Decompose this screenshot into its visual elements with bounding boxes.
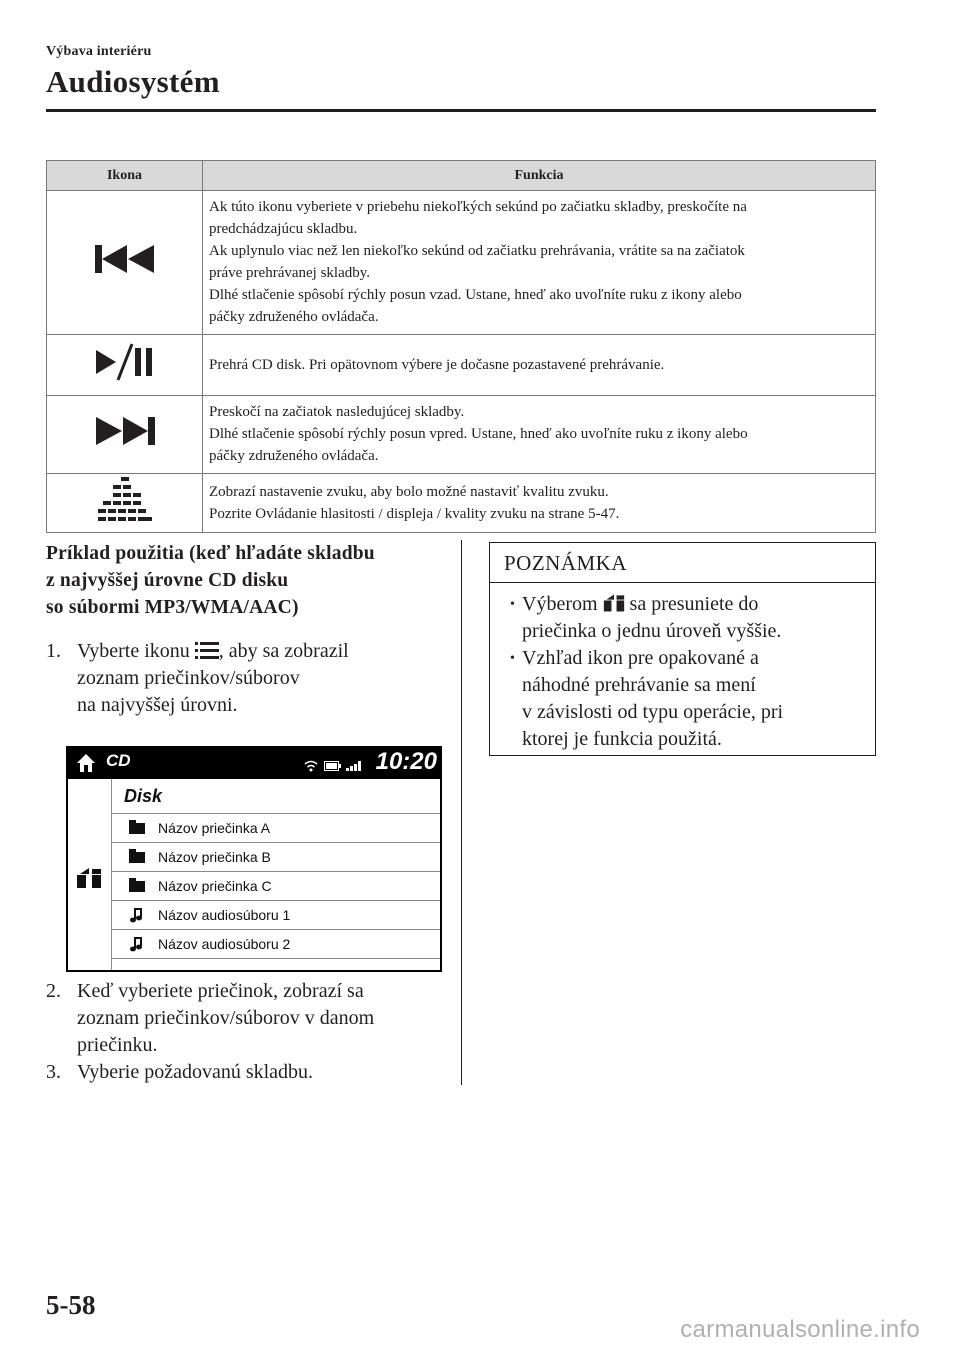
title-divider <box>46 109 876 112</box>
step-text: zoznam priečinkov/súborov <box>77 667 300 689</box>
function-text-line: Prehrá CD disk. Pri opätovnom výbere je dočasne pozastavené prehrávanie. <box>209 356 665 373</box>
list-item[interactable] <box>112 872 440 901</box>
step-2 <box>46 978 446 1062</box>
step-text: Vyberie požadovanú skladbu. <box>77 1061 314 1083</box>
function-text-line: Dlhé stlačenie spôsobí rýchly posun vzad. Ustane, hneď ako uvoľníte ruku z ikony alebo <box>209 287 742 303</box>
screen-body <box>68 779 440 970</box>
step-text: Vyberte ikonu <box>77 640 190 662</box>
function-text-line: práve prehrávanej skladby. <box>209 265 371 281</box>
step-text: na najvyššej úrovni. <box>77 694 238 716</box>
function-text-line: Dlhé stlačenie spôsobí rýchly posun vpred. Ustane, hneď ako uvoľníte ruku z ikony alebo <box>209 426 748 442</box>
step-number: 3. <box>46 1061 61 1083</box>
note-item <box>510 591 860 647</box>
wifi-icon <box>304 760 318 772</box>
note-item <box>510 645 860 755</box>
note-text: ktorej je funkcia použitá. <box>522 728 722 750</box>
step-text: , aby sa zobrazil <box>218 640 349 662</box>
function-text-line: páčky združeného ovládača. <box>209 448 379 464</box>
function-text-line: Preskočí na začiatok nasledujúcej skladby. <box>209 404 465 420</box>
folder-up-icon <box>603 593 625 613</box>
note-text: náhodné prehrávanie sa mení <box>522 674 756 696</box>
note-text: Výberom <box>522 593 598 615</box>
column-divider <box>461 540 462 1085</box>
table-row <box>47 474 876 533</box>
battery-icon <box>324 761 342 771</box>
music-note-icon <box>129 907 145 923</box>
note-text: priečinka o jednu úroveň vyššie. <box>522 620 782 642</box>
step-text: priečinku. <box>77 1034 158 1056</box>
page-title: Audiosystém <box>46 64 220 99</box>
step-number: 1. <box>46 640 61 662</box>
note-title: POZNÁMKA <box>504 551 628 575</box>
note-box <box>489 542 876 756</box>
example-heading <box>46 540 446 621</box>
function-text-line: predchádzajúcu skladbu. <box>209 221 358 237</box>
example-heading-line: Príklad použitia (keď hľadáte skladbu <box>46 543 375 564</box>
list-item-label: Názov priečinka A <box>158 820 271 836</box>
home-icon <box>76 753 96 773</box>
sound-settings-icon <box>97 475 153 525</box>
skip-back-icon <box>94 244 156 274</box>
step-1 <box>46 638 446 722</box>
music-note-icon <box>129 936 145 952</box>
folder-icon <box>129 849 145 863</box>
step-number: 2. <box>46 980 61 1002</box>
page-number: 5-58 <box>46 1290 96 1320</box>
section-label: Výbava interiéru <box>46 44 152 59</box>
icon-function-table <box>46 160 876 533</box>
note-text: sa presuniete do <box>629 593 759 615</box>
function-text-line: páčky združeného ovládača. <box>209 309 379 325</box>
list-item[interactable] <box>112 930 440 959</box>
signal-icon <box>346 759 364 771</box>
table-header-row <box>47 161 876 191</box>
folder-icon <box>129 878 145 892</box>
table-row <box>47 191 876 335</box>
function-text-line: Ak túto ikonu vyberiete v priebehu niekoľkých sekúnd po začiatku skladby, preskočíte na <box>209 199 747 215</box>
function-text-line: Pozrite Ovládanie hlasitosti / displeja / kvality zvuku na strane 5-47. <box>209 505 620 522</box>
screen-status-bar <box>66 746 442 779</box>
note-text: Vzhľad ikon pre opakované a <box>522 647 759 669</box>
column-header-function: Funkcia <box>203 161 876 191</box>
bullet-icon: • <box>510 597 515 612</box>
list-item[interactable] <box>112 901 440 930</box>
watermark: carmanualsonline.info <box>680 1316 920 1343</box>
play-pause-icon <box>90 342 160 382</box>
cd-screen-illustration <box>66 746 442 972</box>
bullet-icon: • <box>510 651 515 666</box>
list-item[interactable] <box>112 843 440 872</box>
note-divider <box>490 582 875 583</box>
folder-up-icon[interactable] <box>76 867 102 889</box>
list-item-label: Názov audiosúboru 2 <box>158 936 291 952</box>
folder-icon <box>129 820 145 834</box>
example-heading-line: z najvyššej úrovne CD disku <box>46 570 289 591</box>
note-text: v závislosti od typu operácie, pri <box>522 701 784 723</box>
screen-title: CD <box>106 751 131 770</box>
function-text-line: Ak uplynulo viac než len niekoľko sekúnd od začiatku prehrávania, vrátite sa na začiatok <box>209 243 745 259</box>
list-item[interactable] <box>112 814 440 843</box>
list-header-title: Disk <box>124 786 163 806</box>
list-item-label: Názov priečinka B <box>158 849 271 865</box>
step-text: zoznam priečinkov/súborov v danom <box>77 1007 375 1029</box>
list-item-label: Názov audiosúboru 1 <box>158 907 291 923</box>
example-heading-line: so súbormi MP3/WMA/AAC) <box>46 597 299 618</box>
skip-forward-icon <box>94 416 156 446</box>
screen-clock: 10:20 <box>375 748 437 775</box>
list-header <box>112 779 440 814</box>
step-3 <box>46 1059 446 1089</box>
table-row <box>47 335 876 396</box>
step-text: Keď vyberiete priečinok, zobrazí sa <box>77 980 364 1002</box>
column-header-icon: Ikona <box>47 161 203 191</box>
function-text-line: Zobrazí nastavenie zvuku, aby bolo možné nastaviť kvalitu zvuku. <box>209 483 609 500</box>
list-icon <box>195 640 219 660</box>
list-item-label: Názov priečinka C <box>158 878 272 894</box>
table-row <box>47 396 876 474</box>
